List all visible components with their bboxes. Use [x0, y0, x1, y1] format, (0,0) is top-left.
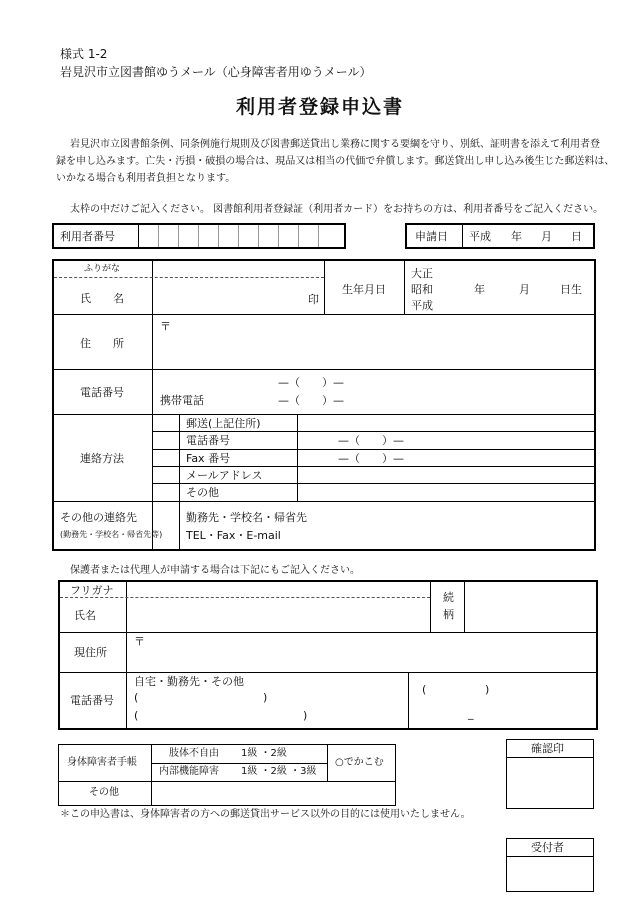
relation-label-1: 続 [443, 591, 454, 604]
application-era: 平成 [469, 230, 491, 243]
other-contact-line2: TEL・Fax・E-mail [186, 529, 281, 542]
guardian-postal-mark: 〒 [134, 635, 145, 648]
name-label: 氏 名 [80, 292, 124, 305]
user-number-box[interactable] [52, 223, 346, 249]
form-number: 様式 1-2 [60, 47, 108, 61]
receiver-label: 受付者 [531, 841, 564, 854]
guardian-paren-3-open: ( [422, 683, 427, 696]
contact-check-mail[interactable] [153, 415, 178, 431]
other-contact-label: その他の連絡先 [60, 511, 137, 524]
guardian-paren-2-open: ( [134, 709, 139, 722]
birth-day: 日生 [560, 283, 582, 296]
birth-month: 月 [519, 283, 530, 296]
guardian-dash: _ [468, 707, 474, 720]
contact-check-fax[interactable] [153, 450, 178, 466]
guardian-paren-2-close: ) [303, 709, 308, 722]
disability-grade-limb: 1級 ・2級 [241, 748, 287, 759]
era-showa: 昭和 [411, 283, 433, 296]
seal-mark: 印 [308, 293, 319, 306]
relation-label-2: 柄 [443, 608, 454, 621]
birthdate-label: 生年月日 [342, 283, 386, 296]
contact-phone-format: —（ ）— [338, 434, 404, 447]
confirm-stamp-box [506, 739, 594, 809]
disability-other-input[interactable] [152, 782, 395, 805]
main-form [52, 259, 596, 551]
receiver-box [506, 838, 594, 892]
guardian-note: 保護者または代理人が申請する場合は下記にもご記入ください。 [70, 565, 360, 576]
guardian-name-label: 氏名 [74, 609, 96, 622]
application-date-box[interactable] [405, 223, 595, 249]
postal-mark: 〒 [160, 320, 171, 333]
guardian-address-input[interactable] [127, 633, 595, 671]
guardian-address-label: 現住所 [74, 646, 107, 659]
phone-label: 電話番号 [80, 386, 124, 399]
confirm-stamp-label: 確認印 [531, 742, 564, 755]
circle-instruction: ○でかこむ [335, 757, 384, 768]
contact-option-phone: 電話番号 [186, 434, 230, 447]
address-label: 住 所 [80, 337, 124, 350]
intro-line-3: いかなる場合も利用者負担となります。 [56, 173, 236, 184]
disability-grade-internal: 1級 ・2級 ・3級 [241, 766, 317, 777]
contact-option-mail: 郵送(上記住所) [186, 417, 261, 430]
intro-line-2: 録を申し込みます。亡失・汚損・破損の場合は、現品又は相当の代価で弁償します。郵送貸出し申し込み後生じた郵送料は、 [56, 156, 615, 167]
contact-option-email: メールアドレス [186, 469, 263, 482]
mobile-label: 携帯電話 [160, 394, 204, 407]
guardian-name-input[interactable] [127, 598, 429, 631]
page-title: 利用者登録申込書 [236, 96, 405, 118]
application-year: 年 [511, 230, 522, 243]
contact-check-other[interactable] [153, 484, 178, 500]
disability-table [58, 744, 396, 806]
user-number-label: 利用者番号 [60, 230, 115, 243]
furigana-label: ふりがな [84, 264, 121, 274]
contact-method-label: 連絡方法 [80, 452, 124, 465]
application-month: 月 [541, 230, 552, 243]
guardian-paren-3-close: ) [485, 683, 490, 696]
intro-line-1: 岩見沢市立図書館条例、同条例施行規則及び図書郵送貸出し業務に関する要綱を守り、別紙、証明書を添えて利用者登 [70, 139, 600, 150]
guardian-phone-place: 自宅・勤務先・その他 [134, 675, 244, 688]
application-day: 日 [571, 230, 582, 243]
guardian-paren-1-open: ( [134, 691, 139, 704]
contact-option-fax: Fax 番号 [186, 452, 231, 465]
contact-fax-format: —（ ）— [338, 452, 404, 465]
disability-type-internal: 内部機能障害 [159, 766, 219, 777]
contact-check-phone[interactable] [153, 432, 178, 448]
contact-option-other: その他 [186, 486, 219, 499]
name-input[interactable] [153, 278, 323, 313]
other-contact-sub: (勤務先・学校名・帰省先等) [60, 530, 163, 539]
era-heisei: 平成 [411, 299, 433, 312]
guardian-furigana-label: フリガナ [70, 584, 114, 597]
relation-input[interactable] [465, 582, 595, 631]
phone-format: —（ ）— [278, 376, 344, 389]
disability-handbook-label: 身体障害者手帳 [67, 757, 137, 768]
disability-type-limb: 肢体不自由 [169, 748, 219, 759]
form-subtitle: 岩見沢市立図書館ゆうメール（心身障害者用ゆうメール） [60, 65, 372, 79]
guardian-phone-label: 電話番号 [70, 694, 114, 707]
application-date-label: 申請日 [415, 230, 448, 243]
guardian-paren-1-close: ) [263, 691, 268, 704]
guardian-form [58, 580, 598, 730]
footnote: ＊この申込書は、身体障害者の方への郵送貸出サービス以外の目的には使用いたしません。 [60, 809, 471, 820]
guardian-phone-input[interactable] [127, 673, 407, 727]
contact-check-email[interactable] [153, 467, 178, 483]
era-taisho: 大正 [411, 267, 433, 280]
birth-year: 年 [474, 283, 485, 296]
address-input[interactable] [153, 315, 593, 368]
disability-other-label: その他 [89, 787, 119, 798]
other-contact-line1: 勤務先・学校名・帰省先 [186, 511, 307, 524]
instruction-note: 太枠の中だけご記入ください。 図書館利用者登録証（利用者カード）をお持ちの方は、利用者番号をご記入ください。 [70, 204, 604, 215]
mobile-format: —（ ）— [278, 394, 344, 407]
